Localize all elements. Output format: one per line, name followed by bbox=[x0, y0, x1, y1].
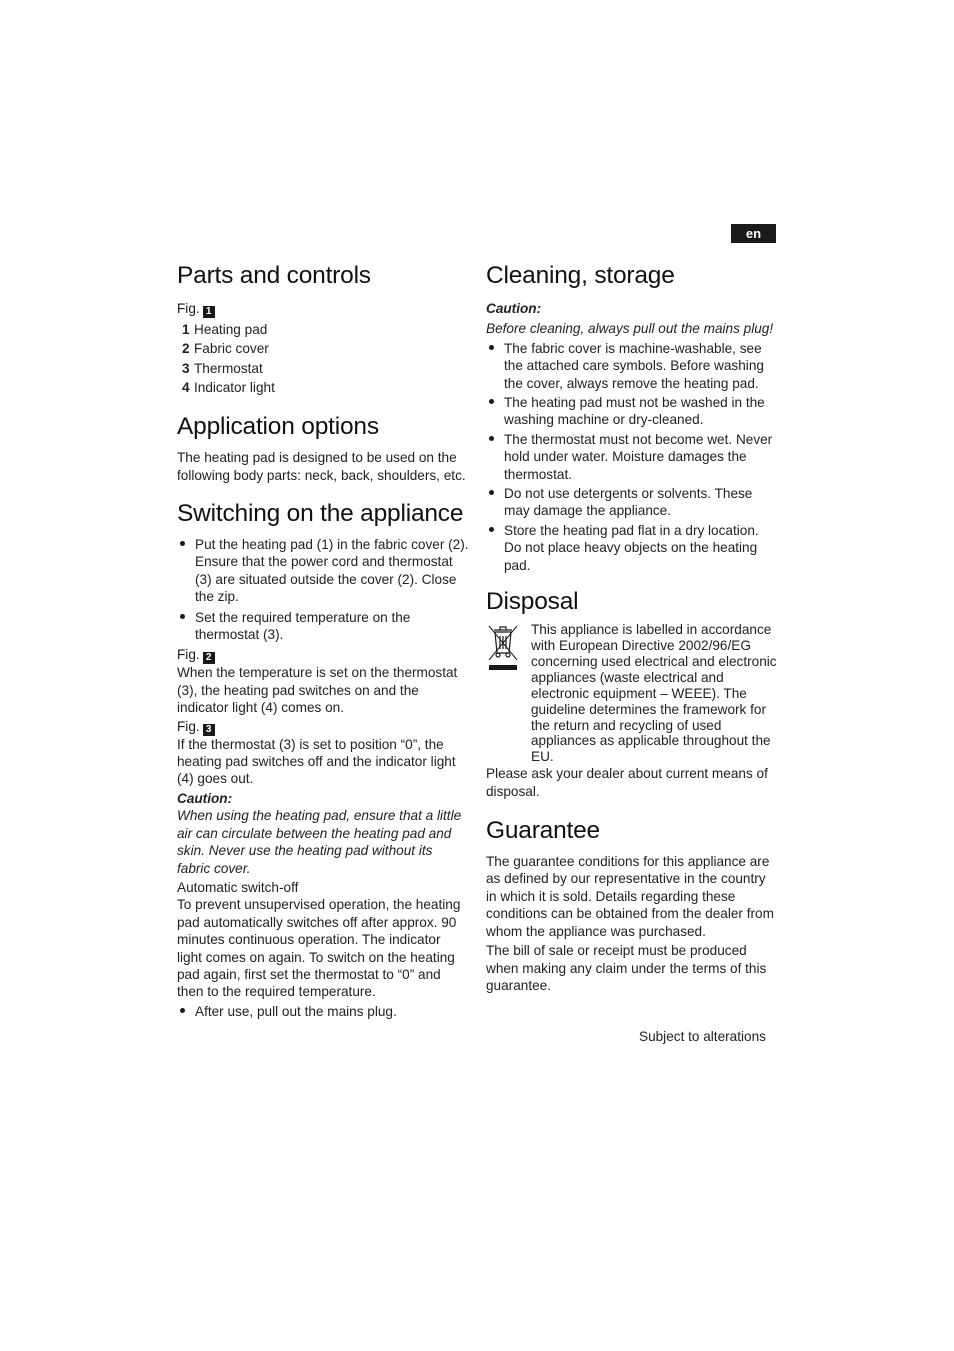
fig1-number: 1 bbox=[203, 306, 215, 318]
fig3-text: If the thermostat (3) is set to position “0”, the heating pad switches off and the indicator light (4) goes out. bbox=[177, 736, 456, 787]
list-item: Put the heating pad (1) in the fabric cover (2). Ensure that the power cord and thermostat (3) are situated outside the cover (2). Close the zip. bbox=[177, 536, 469, 606]
caution-label: Caution: bbox=[486, 301, 542, 316]
list-item: 4 Indicator light bbox=[182, 379, 275, 395]
list-item: After use, pull out the mains plug. bbox=[177, 1003, 469, 1020]
caution-label: Caution: bbox=[177, 790, 233, 806]
auto-switch-off-title: Automatic switch-off bbox=[177, 879, 299, 895]
list-item: 2 Fabric cover bbox=[182, 341, 269, 357]
application-text: The heating pad is designed to be used on the following body parts: neck, back, shoulders, etc. bbox=[177, 450, 466, 483]
disposal-heading: Disposal bbox=[486, 588, 579, 616]
switching-bullets bbox=[177, 536, 469, 643]
list-item: 1 Heating pad bbox=[182, 322, 268, 337]
cleaning-bullets bbox=[486, 340, 778, 574]
disposal-text: This appliance is labelled in accordance with European Directive 2002/96/EG concerning used electrical and electronic appliances (waste electrical and electronic equipment – WEEE). The guideline determines the framework for the return and recycling of used appliances as applicable throughout the EU. bbox=[531, 622, 777, 765]
list-item: The fabric cover is machine-washable, see the attached care symbols. Before washing the cover, always remove the heating pad. bbox=[486, 340, 778, 392]
fig1-label: Fig. 1 bbox=[177, 300, 469, 318]
disposal-text-2: Please ask your dealer about current means of disposal. bbox=[486, 766, 768, 799]
subject-to-alterations: Subject to alterations bbox=[639, 1029, 766, 1044]
switching-heading: Switching on the appliance bbox=[177, 500, 464, 527]
left-column bbox=[177, 258, 469, 1020]
fig2-text: When the temperature is set on the thermostat (3), the heating pad switches on and the indicator light (4) comes on. bbox=[177, 665, 458, 716]
cleaning-heading: Cleaning, storage bbox=[486, 262, 675, 289]
caution-text: When using the heating pad, ensure that a little air can circulate between the heating pad and skin. Never use the heating pad without its fabric cover. bbox=[177, 808, 462, 876]
list-item: Store the heating pad flat in a dry location. Do not place heavy objects on the heating pad. bbox=[486, 522, 778, 574]
disposal-block bbox=[486, 622, 778, 765]
list-item: The thermostat must not become wet. Never hold under water. Moisture damages the thermostat. bbox=[486, 431, 778, 483]
guarantee-text-2: The bill of sale or receipt must be produced when making any claim under the terms of this guarantee. bbox=[486, 943, 767, 993]
list-item: Set the required temperature on the thermostat (3). bbox=[177, 609, 469, 644]
right-column bbox=[486, 258, 778, 994]
fig2-label: Fig. 2 bbox=[177, 646, 469, 664]
guarantee-heading: Guarantee bbox=[486, 817, 600, 845]
fig3-number: 3 bbox=[203, 724, 215, 736]
auto-switch-off-text: To prevent unsupervised operation, the heating pad automatically switches off after approx. 90 minutes continuous operation. The indicator light comes on again. To switch on the heating pad again, first set the thermostat to “0” and then to the required temperature. bbox=[177, 897, 461, 1000]
parts-heading: Parts and controls bbox=[177, 262, 371, 289]
list-item: 3 Thermostat bbox=[182, 360, 263, 376]
language-badge: en bbox=[731, 224, 776, 243]
list-item: The heating pad must not be washed in the washing machine or dry-cleaned. bbox=[486, 394, 778, 429]
caution-text: Before cleaning, always pull out the mains plug! bbox=[486, 321, 774, 337]
fig2-number: 2 bbox=[203, 652, 215, 664]
parts-list bbox=[177, 320, 469, 397]
fig3-label: Fig. 3 bbox=[177, 718, 469, 736]
after-use-bullet bbox=[177, 1003, 469, 1020]
application-heading: Application options bbox=[177, 413, 379, 441]
list-item: Do not use detergents or solvents. These may damage the appliance. bbox=[486, 485, 778, 520]
guarantee-text-1: The guarantee conditions for this appliance are as defined by our representative in the country in which it is sold. Details regarding these conditions can be obtained from the dealer from whom the appliance was purchased. bbox=[486, 854, 774, 939]
weee-crossed-bin-icon bbox=[486, 623, 520, 671]
